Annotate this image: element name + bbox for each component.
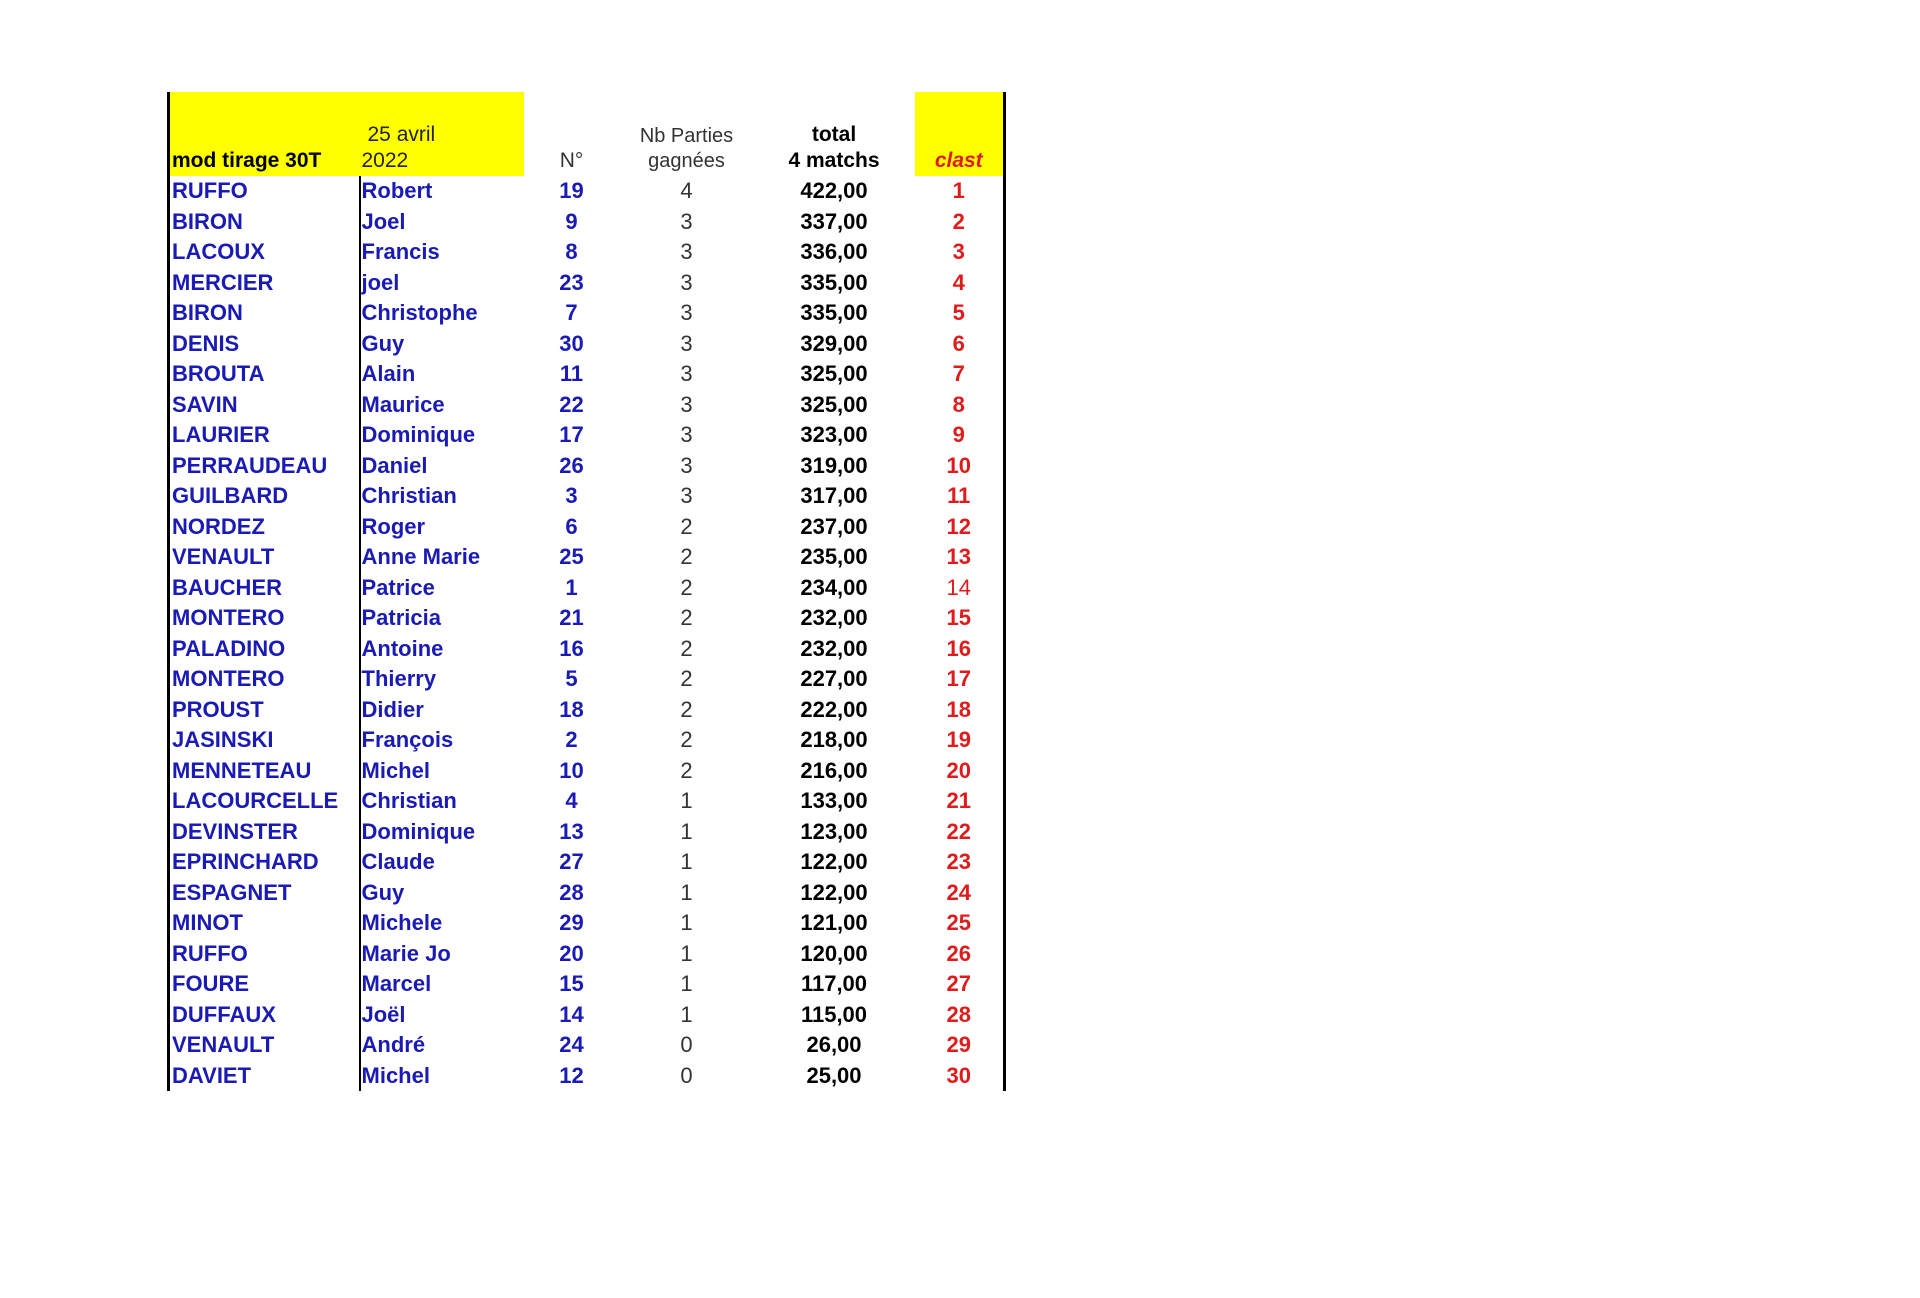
first-name-cell: Christian <box>361 788 457 814</box>
first-name-cell: joel <box>361 269 400 295</box>
games-won-cell: 0 <box>680 1032 693 1058</box>
last-name-cell: VENAULT <box>169 1030 360 1061</box>
total-score-cell: 120,00 <box>800 940 868 966</box>
player-number-cell: 2 <box>565 727 578 753</box>
rank-cell: 11 <box>915 481 1005 512</box>
table-row <box>169 817 1005 848</box>
last-name-cell: MONTERO <box>169 603 360 634</box>
rank-cell: 10 <box>915 451 1005 482</box>
first-name-cell: Patrice <box>361 574 435 600</box>
header-clast: clast <box>915 92 1005 176</box>
table-row <box>169 359 1005 390</box>
last-name-cell: MONTERO <box>169 664 360 695</box>
last-name-cell: BAUCHER <box>169 573 360 604</box>
games-won-cell: 1 <box>680 910 693 936</box>
table-row <box>169 268 1005 299</box>
games-won-cell: 2 <box>680 727 693 753</box>
table-row <box>169 481 1005 512</box>
last-name-cell: LACOURCELLE <box>169 786 360 817</box>
games-won-cell: 1 <box>680 879 693 905</box>
rank-cell: 8 <box>915 390 1005 421</box>
rank-cell: 18 <box>915 695 1005 726</box>
first-name-cell: Dominique <box>361 818 476 844</box>
header-total <box>754 92 915 176</box>
total-score-cell: 222,00 <box>800 696 868 722</box>
total-score-cell: 329,00 <box>800 330 868 356</box>
player-number-cell: 29 <box>559 910 584 936</box>
total-score-cell: 123,00 <box>800 818 868 844</box>
table-row <box>169 390 1005 421</box>
table-row <box>169 542 1005 573</box>
table-row <box>169 512 1005 543</box>
last-name-cell: BIRON <box>169 207 360 238</box>
rank-cell: 24 <box>915 878 1005 909</box>
player-number-cell: 26 <box>559 452 584 478</box>
rank-cell: 25 <box>915 908 1005 939</box>
games-won-cell: 1 <box>680 788 693 814</box>
first-name-cell: Robert <box>361 178 433 204</box>
rank-cell: 27 <box>915 969 1005 1000</box>
first-name-cell: Patricia <box>361 605 441 631</box>
games-won-cell: 3 <box>680 330 693 356</box>
table-row <box>169 420 1005 451</box>
first-name-cell: Francis <box>361 239 440 265</box>
rank-cell: 4 <box>915 268 1005 299</box>
player-number-cell: 20 <box>559 940 584 966</box>
rank-cell: 6 <box>915 329 1005 360</box>
last-name-cell: JASINSKI <box>169 725 360 756</box>
table-row <box>169 908 1005 939</box>
total-score-cell: 234,00 <box>800 574 868 600</box>
header-num: N° <box>559 149 584 172</box>
player-number-cell: 27 <box>559 849 584 875</box>
first-name-cell: Thierry <box>361 666 437 692</box>
games-won-cell: 1 <box>680 818 693 844</box>
first-name-cell: André <box>361 1032 426 1058</box>
ranking-table <box>167 92 1006 1091</box>
total-score-cell: 122,00 <box>800 849 868 875</box>
player-number-cell: 12 <box>559 1062 584 1088</box>
first-name-cell: Dominique <box>361 422 476 448</box>
player-number-cell: 5 <box>565 666 578 692</box>
first-name-cell: Daniel <box>361 452 428 478</box>
rank-cell: 29 <box>915 1030 1005 1061</box>
games-won-cell: 2 <box>680 757 693 783</box>
player-number-cell: 11 <box>559 361 584 387</box>
games-won-cell: 3 <box>680 391 693 417</box>
last-name-cell: SAVIN <box>169 390 360 421</box>
last-name-cell: BIRON <box>169 298 360 329</box>
table-row <box>169 603 1005 634</box>
player-number-cell: 9 <box>565 208 578 234</box>
last-name-cell: EPRINCHARD <box>169 847 360 878</box>
games-won-cell: 3 <box>680 239 693 265</box>
player-number-cell: 16 <box>559 635 584 661</box>
last-name-cell: DAVIET <box>169 1061 360 1092</box>
total-score-cell: 232,00 <box>800 605 868 631</box>
table-row <box>169 1030 1005 1061</box>
total-score-cell: 335,00 <box>800 269 868 295</box>
first-name-cell: Guy <box>361 330 405 356</box>
total-score-cell: 335,00 <box>800 300 868 326</box>
games-won-cell: 3 <box>680 300 693 326</box>
first-name-cell: Anne Marie <box>361 544 481 570</box>
header-row <box>169 92 1005 176</box>
last-name-cell: MINOT <box>169 908 360 939</box>
total-score-cell: 337,00 <box>800 208 868 234</box>
total-score-cell: 216,00 <box>800 757 868 783</box>
total-score-cell: 227,00 <box>800 666 868 692</box>
table-row <box>169 573 1005 604</box>
games-won-cell: 4 <box>680 178 693 204</box>
rank-cell: 9 <box>915 420 1005 451</box>
player-number-cell: 30 <box>559 330 584 356</box>
games-won-cell: 2 <box>680 574 693 600</box>
player-number-cell: 14 <box>559 1001 584 1027</box>
header-parties <box>620 92 754 176</box>
player-number-cell: 1 <box>565 574 578 600</box>
first-name-cell: Michele <box>361 910 443 936</box>
header-parties-line2: gagnées <box>648 150 725 172</box>
last-name-cell: PROUST <box>169 695 360 726</box>
last-name-cell: FOURE <box>169 969 360 1000</box>
last-name-cell: DEVINSTER <box>169 817 360 848</box>
first-name-cell: Alain <box>361 361 416 387</box>
rank-cell: 30 <box>915 1061 1005 1092</box>
total-score-cell: 235,00 <box>800 544 868 570</box>
player-number-cell: 3 <box>565 483 578 509</box>
first-name-cell: Marie Jo <box>361 940 451 966</box>
header-date-line2: 2022 <box>361 149 409 172</box>
table-row <box>169 847 1005 878</box>
rank-cell: 23 <box>915 847 1005 878</box>
first-name-cell: Michel <box>361 1062 430 1088</box>
last-name-cell: DUFFAUX <box>169 1000 360 1031</box>
player-number-cell: 15 <box>559 971 584 997</box>
rank-cell: 15 <box>915 603 1005 634</box>
rank-cell: 21 <box>915 786 1005 817</box>
rank-cell: 14 <box>915 573 1005 604</box>
games-won-cell: 2 <box>680 666 693 692</box>
player-number-cell: 21 <box>559 605 584 631</box>
table-row <box>169 634 1005 665</box>
table-row <box>169 664 1005 695</box>
total-score-cell: 323,00 <box>800 422 868 448</box>
total-score-cell: 336,00 <box>800 239 868 265</box>
total-score-cell: 26,00 <box>806 1032 862 1058</box>
games-won-cell: 3 <box>680 208 693 234</box>
games-won-cell: 0 <box>680 1062 693 1088</box>
total-score-cell: 325,00 <box>800 391 868 417</box>
rank-cell: 2 <box>915 207 1005 238</box>
table-row <box>169 786 1005 817</box>
games-won-cell: 1 <box>680 1001 693 1027</box>
rank-cell: 19 <box>915 725 1005 756</box>
table-body <box>169 176 1005 1091</box>
table-row <box>169 329 1005 360</box>
player-number-cell: 4 <box>565 788 578 814</box>
header-date-line1: 25 avril <box>367 123 436 146</box>
player-number-cell: 25 <box>559 544 584 570</box>
games-won-cell: 1 <box>680 849 693 875</box>
last-name-cell: MERCIER <box>169 268 360 299</box>
rank-cell: 22 <box>915 817 1005 848</box>
total-score-cell: 133,00 <box>800 788 868 814</box>
rank-cell: 16 <box>915 634 1005 665</box>
total-score-cell: 422,00 <box>800 178 868 204</box>
rank-cell: 1 <box>915 176 1005 207</box>
rank-cell: 7 <box>915 359 1005 390</box>
total-score-cell: 115,00 <box>800 1001 868 1027</box>
last-name-cell: VENAULT <box>169 542 360 573</box>
header-total-line2: 4 matchs <box>788 149 880 172</box>
table-row <box>169 1000 1005 1031</box>
last-name-cell: RUFFO <box>169 939 360 970</box>
player-number-cell: 23 <box>559 269 584 295</box>
header-total-line1: total <box>811 123 857 146</box>
first-name-cell: Joel <box>361 208 406 234</box>
table-row <box>169 725 1005 756</box>
first-name-cell: Roger <box>361 513 426 539</box>
player-number-cell: 18 <box>559 696 584 722</box>
first-name-cell: Marcel <box>361 971 432 997</box>
last-name-cell: PERRAUDEAU <box>169 451 360 482</box>
player-number-cell: 19 <box>559 178 584 204</box>
first-name-cell: Michel <box>361 757 430 783</box>
last-name-cell: LAURIER <box>169 420 360 451</box>
player-number-cell: 22 <box>559 391 584 417</box>
last-name-cell: LACOUX <box>169 237 360 268</box>
table-row <box>169 237 1005 268</box>
table-row <box>169 207 1005 238</box>
last-name-cell: BROUTA <box>169 359 360 390</box>
table-row <box>169 878 1005 909</box>
first-name-cell: François <box>361 727 454 753</box>
games-won-cell: 2 <box>680 605 693 631</box>
table-row <box>169 176 1005 207</box>
rank-cell: 13 <box>915 542 1005 573</box>
rank-cell: 5 <box>915 298 1005 329</box>
last-name-cell: DENIS <box>169 329 360 360</box>
first-name-cell: Christophe <box>361 300 478 326</box>
table-row <box>169 756 1005 787</box>
table-row <box>169 1061 1005 1092</box>
rank-cell: 26 <box>915 939 1005 970</box>
total-score-cell: 122,00 <box>800 879 868 905</box>
games-won-cell: 3 <box>680 483 693 509</box>
last-name-cell: MENNETEAU <box>169 756 360 787</box>
rank-cell: 20 <box>915 756 1005 787</box>
first-name-cell: Guy <box>361 879 405 905</box>
table-row <box>169 298 1005 329</box>
player-number-cell: 7 <box>565 300 578 326</box>
results-sheet <box>167 92 1006 1091</box>
first-name-cell: Joël <box>361 1001 406 1027</box>
total-score-cell: 121,00 <box>800 910 868 936</box>
last-name-cell: RUFFO <box>169 176 360 207</box>
games-won-cell: 2 <box>680 513 693 539</box>
player-number-cell: 10 <box>559 757 584 783</box>
table-row <box>169 939 1005 970</box>
table-row <box>169 695 1005 726</box>
games-won-cell: 2 <box>680 635 693 661</box>
player-number-cell: 28 <box>559 879 584 905</box>
games-won-cell: 1 <box>680 971 693 997</box>
total-score-cell: 232,00 <box>800 635 868 661</box>
last-name-cell: ESPAGNET <box>169 878 360 909</box>
games-won-cell: 3 <box>680 361 693 387</box>
first-name-cell: Antoine <box>361 635 444 661</box>
last-name-cell: NORDEZ <box>169 512 360 543</box>
table-row <box>169 451 1005 482</box>
games-won-cell: 3 <box>680 452 693 478</box>
games-won-cell: 3 <box>680 269 693 295</box>
total-score-cell: 325,00 <box>800 361 868 387</box>
games-won-cell: 2 <box>680 544 693 570</box>
games-won-cell: 1 <box>680 940 693 966</box>
rank-cell: 28 <box>915 1000 1005 1031</box>
first-name-cell: Christian <box>361 483 457 509</box>
rank-cell: 17 <box>915 664 1005 695</box>
player-number-cell: 24 <box>559 1032 584 1058</box>
games-won-cell: 2 <box>680 696 693 722</box>
player-number-cell: 8 <box>565 239 578 265</box>
total-score-cell: 218,00 <box>800 727 868 753</box>
total-score-cell: 25,00 <box>806 1062 862 1088</box>
header-date <box>360 92 524 176</box>
games-won-cell: 3 <box>680 422 693 448</box>
last-name-cell: GUILBARD <box>169 481 360 512</box>
first-name-cell: Maurice <box>361 391 445 417</box>
first-name-cell: Claude <box>361 849 435 875</box>
first-name-cell: Didier <box>361 696 424 722</box>
header-title: mod tirage 30T <box>169 92 360 176</box>
total-score-cell: 317,00 <box>800 483 868 509</box>
header-parties-line1: Nb Parties <box>639 125 734 147</box>
table-row <box>169 969 1005 1000</box>
player-number-cell: 13 <box>559 818 584 844</box>
rank-cell: 3 <box>915 237 1005 268</box>
last-name-cell: PALADINO <box>169 634 360 665</box>
total-score-cell: 319,00 <box>800 452 868 478</box>
rank-cell: 12 <box>915 512 1005 543</box>
total-score-cell: 117,00 <box>800 971 868 997</box>
player-number-cell: 6 <box>565 513 578 539</box>
total-score-cell: 237,00 <box>800 513 868 539</box>
player-number-cell: 17 <box>559 422 584 448</box>
